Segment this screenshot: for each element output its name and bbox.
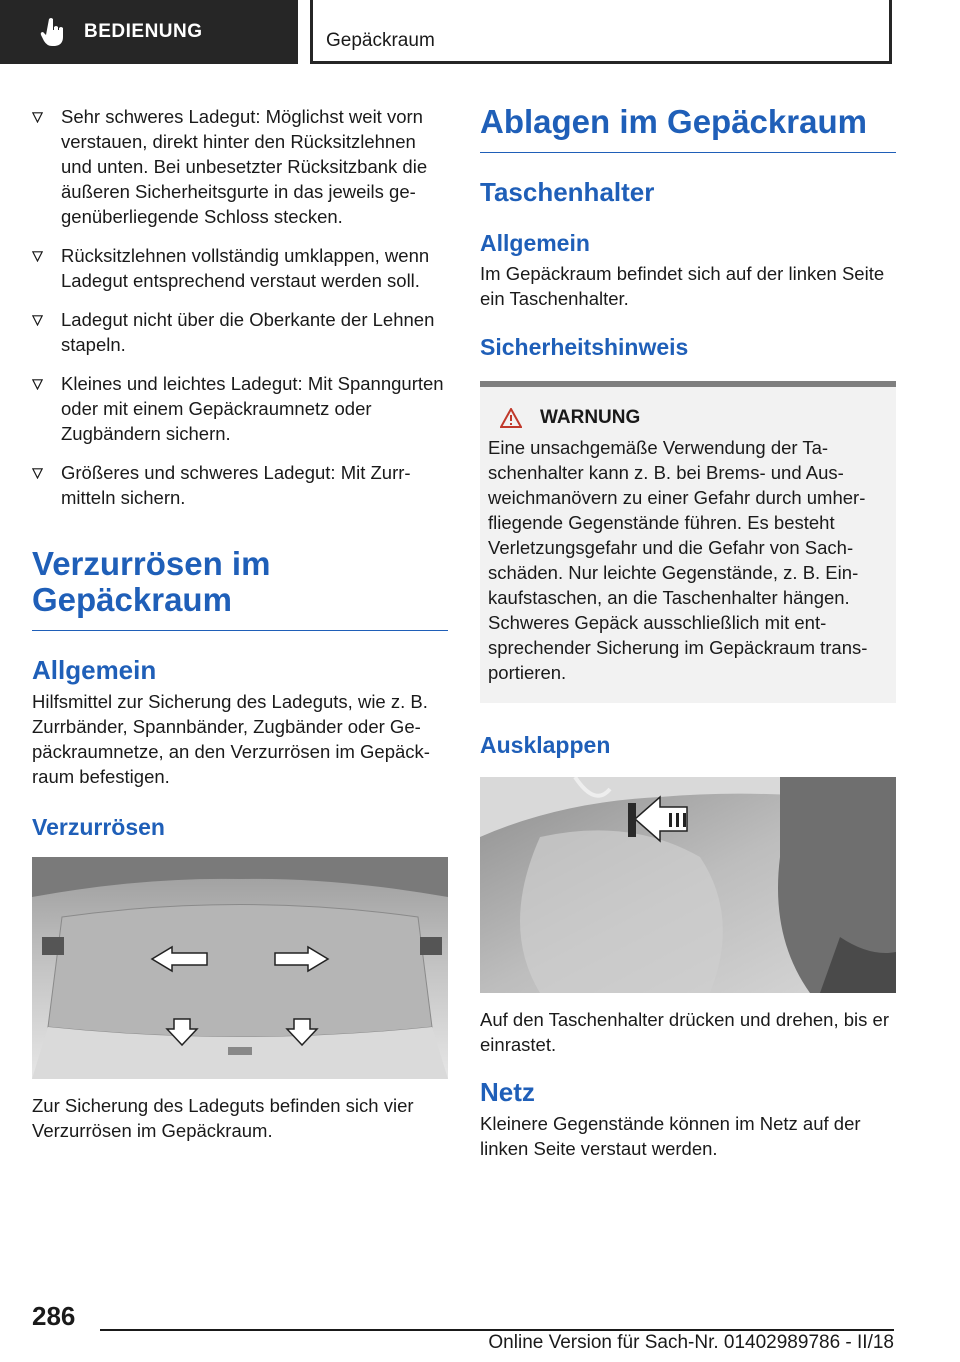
left-column xyxy=(32,104,448,1143)
subheading-ausklappen: Ausklappen xyxy=(480,732,611,758)
warning-box xyxy=(480,381,896,703)
triangle-bullet-icon xyxy=(32,315,43,326)
triangle-bullet-icon xyxy=(32,112,43,123)
right-column xyxy=(480,104,896,1161)
list-item: Sehr schweres Ladegut: Möglichst weit vorn verstauen, direkt hinter den Rücksitzlehnen und unten. Bei unbesetzter Rücksitzbank die äußeren Sicherheitsgurte in das jeweils gegenüberliegende Schloss stecken. xyxy=(32,104,448,229)
paragraph-allgemein: Hilfsmittel zur Sicherung des Ladeguts, wie z. B. Zurrbänder, Spannbänder, Zugbänder oder Gepäckraumnetze, an den Verzurrösen im Gepäckraum befestigen. xyxy=(32,691,430,787)
section-label: BEDIENUNG xyxy=(84,21,203,42)
subheading-netz: Netz xyxy=(480,1077,535,1107)
triangle-bullet-icon xyxy=(32,468,43,479)
bullet-list xyxy=(32,104,448,510)
subheading-allgemein: Allgemein xyxy=(480,230,590,256)
chapter-title: Gepäckraum xyxy=(326,30,435,51)
subheading-verzurroesen: Verzurrösen xyxy=(32,814,165,840)
list-item: Kleines und leichtes Ladegut: Mit Spanngurten oder mit einem Gepäckraumnetz oder Zugbändern sichern. xyxy=(32,371,448,446)
paragraph-allgemein: Im Gepäckraum befindet sich auf der linken Seite ein Taschenhalter. xyxy=(480,263,885,309)
page-number: 286 xyxy=(32,1301,76,1331)
image-caption: Zur Sicherung des Ladeguts befinden sich vier Verzurrösen im Gepäckraum. xyxy=(32,1095,414,1141)
section-tab xyxy=(0,0,298,64)
subheading-allgemein: Allgemein xyxy=(32,655,157,685)
paragraph-ausklappen: Auf den Taschenhalter drücken und drehen, bis er einrastet. xyxy=(480,1009,889,1055)
list-item: Ladegut nicht über die Oberkante der Lehnen stapeln. xyxy=(32,307,448,357)
chapter-header xyxy=(310,0,892,64)
paragraph-netz: Kleinere Gegenstände können im Netz auf der linken Seite verstaut werden. xyxy=(480,1113,861,1159)
list-item: Größeres und schweres Ladegut: Mit Zurrmitteln sichern. xyxy=(32,460,448,510)
hand-pointer-icon xyxy=(40,17,66,47)
trunk-lashing-eyes-image xyxy=(32,857,448,1079)
section-heading-verzurroesen: Verzurrösen im Gepäckraum xyxy=(32,546,448,631)
warning-title: WARNUNG xyxy=(488,407,888,429)
subheading-taschenhalter: Taschenhalter xyxy=(480,177,655,207)
warning-triangle-icon xyxy=(500,408,522,428)
list-item: Rücksitzlehnen vollständig umklappen, wenn Ladegut entsprechend verstaut werden soll. xyxy=(32,243,448,293)
bag-hook-image xyxy=(480,777,896,993)
warning-text: Eine unsachgemäße Verwendung der Taschenhalter kann z. B. bei Brems- und Ausweichmanövern zu einer Gefahr durch umherfliegende Gegenstände führen. Es besteht Verletzungsgefahr und die Gefahr von Sachschäden. Nur leichte Gegenstände, z. B. Einkaufstaschen, an die Taschenhalter hängen. Schweres Gepäck ausschließlich mit entsprechender Sicherung im Gepäckraum transportieren. xyxy=(488,437,868,683)
subheading-sicherheitshinweis: Sicherheitshinweis xyxy=(480,334,689,360)
footer-divider xyxy=(100,1329,894,1331)
triangle-bullet-icon xyxy=(32,251,43,262)
online-version-text: Online Version für Sach-Nr. 01402989786 - II/18 xyxy=(488,1332,894,1353)
section-heading-ablagen: Ablagen im Gepäckraum xyxy=(480,104,896,153)
triangle-bullet-icon xyxy=(32,379,43,390)
